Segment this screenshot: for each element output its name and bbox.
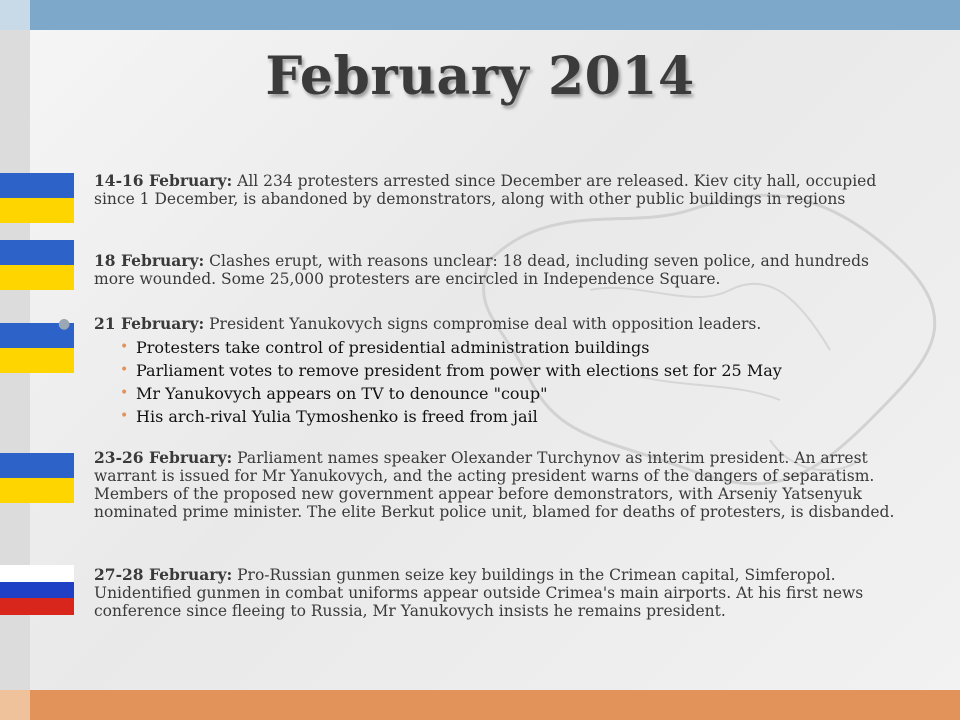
bullet-icon: •: [120, 385, 129, 401]
bullet-icon: •: [120, 408, 129, 424]
ukraine-flag-icon: [0, 453, 74, 503]
entry-date: 21 February:: [94, 314, 205, 333]
list-item: [120, 405, 916, 428]
ukraine-flag-icon: [0, 240, 74, 290]
top-accent-corner: [0, 0, 30, 30]
list-item: [120, 382, 916, 405]
timeline-entry-23-26-february: [94, 449, 914, 521]
list-item-text: Protesters take control of presidential administration buildings: [136, 338, 650, 357]
entry-text: Parliament names speaker Olexander Turchynov as interim president. An arrest warrant is issued for Mr Yanukovych, and the acting president warns of the dangers of separatism. Members of the proposed new government appear before demonstrators, with Arseniy Yatsenyuk nominated prime minister. The elite Berkut police unit, blamed for deaths of protesters, is disbanded.: [94, 449, 895, 521]
list-item-text: Mr Yanukovych appears on TV to denounce "coup": [136, 384, 548, 403]
bullet-icon: ●: [58, 316, 71, 332]
list-item-text: Parliament votes to remove president from power with elections set for 25 May: [136, 361, 782, 380]
list-item: [120, 336, 916, 359]
timeline-entry-27-28-february: [94, 566, 914, 620]
bottom-accent-corner: [0, 690, 30, 720]
timeline-entry-14-16-february: [94, 172, 914, 208]
entry-date: 14-16 February:: [94, 171, 233, 190]
timeline-entry-21-february: [58, 314, 914, 333]
list-item: [120, 359, 916, 382]
russia-flag-icon: [0, 565, 74, 615]
entry-text: All 234 protesters arrested since December are released. Kiev city hall, occupied since 1 December, is abandoned by demonstrators, along with other public buildings in regions: [94, 172, 877, 208]
sub-bullet-list: [120, 336, 916, 428]
bullet-icon: •: [120, 362, 129, 378]
entry-date: 18 February:: [94, 251, 205, 270]
entry-date: 27-28 February:: [94, 565, 233, 584]
timeline-entry-18-february: [94, 252, 914, 288]
entry-text: Clashes erupt, with reasons unclear: 18 dead, including seven police, and hundreds more wounded. Some 25,000 protesters are encircled in Independence Square.: [94, 252, 869, 288]
ukraine-flag-icon: [0, 173, 74, 223]
entry-text: Pro-Russian gunmen seize key buildings in the Crimean capital, Simferopol. Unidentified gunmen in combat uniforms appear outside Crimea's main airports. At his first news conference since fleeing to Russia, Mr Yanukovych insists he remains president.: [94, 566, 864, 620]
bottom-accent-bar: [0, 690, 960, 720]
entry-date: 23-26 February:: [94, 448, 233, 467]
bullet-icon: •: [120, 339, 129, 355]
slide-title: February 2014: [265, 46, 695, 107]
list-item-text: His arch-rival Yulia Tymoshenko is freed from jail: [136, 407, 538, 426]
entry-text: President Yanukovych signs compromise deal with opposition leaders.: [204, 315, 762, 333]
top-accent-bar: [0, 0, 960, 30]
